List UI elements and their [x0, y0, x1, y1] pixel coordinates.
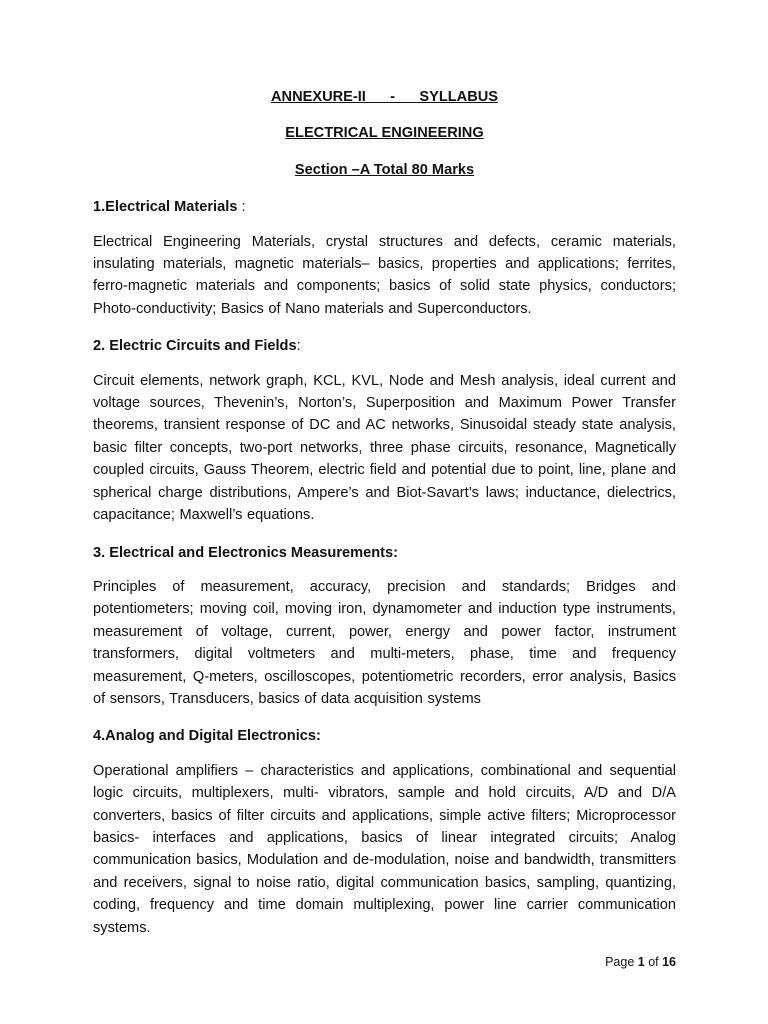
subject-title: ELECTRICAL ENGINEERING: [285, 125, 484, 142]
section-body-electric-circuits: Circuit elements, network graph, KCL, KVL, Node and Mesh analysis, ideal current and voltage sources, Thevenin’s, Norton’s, Superposition and Maximum Power Transfer theorems, transient response of DC and AC networks, Sinusoidal steady state analysis, basic filter concepts, two-port networks, three phase circuits, resonance, Magnetically coupled circuits, Gauss Theorem, electric field and potential due to point, line, plane and spherical charge distributions, Ampere’s and Biot-Savart’s laws; inductance, dielectrics, capacitance; Maxwell’s equations.: [93, 372, 676, 524]
section-heading-measurements: [93, 542, 676, 564]
page-number: 1: [637, 955, 645, 969]
heading-text: 2. Electric Circuits and Fields: [93, 338, 297, 355]
heading-text: 1.Electrical Materials: [93, 199, 238, 216]
page-footer: [605, 955, 676, 969]
heading-text: 4.Analog and Digital Electronics:: [93, 728, 321, 745]
section-body-measurements: Principles of measurement, accuracy, precision and standards; Bridges and potentiometers; moving coil, moving iron, dynamometer and induction type instruments, measurement of voltage, current, power, energy and power factor, instrument transformers, digital voltmeters and multi-meters, phase, time and frequency measurement, Q-meters, oscilloscopes, potentiometric recorders, error analysis, Basics of sensors, Transducers, basics of data acquisition systems: [93, 578, 676, 707]
section-heading-electrical-materials: [93, 196, 676, 218]
heading-suffix: :: [237, 199, 246, 216]
section-heading-electric-circuits: [93, 335, 676, 357]
document-page: [93, 86, 676, 939]
annexure-title: ANNEXURE-II - SYLLABUS: [270, 89, 499, 105]
heading-text: 3. Electrical and Electronics Measurements:: [93, 544, 398, 561]
section-heading-analog-digital: [93, 725, 676, 747]
section-body-analog-digital: Operational amplifiers – characteristics and applications, combinational and sequential logic circuits, multiplexers, multi- vibrators, sample and hold circuits, A/D and D/A converters, basics of filter circuits and applications, simple active filters; Microprocessor basics- interfaces and applications, basics of linear integrated circuits; Analog communication basics, Modulation and de-modulation, noise and bandwidth, transmitters and receivers, signal to noise ratio, digital communication basics, sampling, quantizing, coding, frequency and time domain multiplexing, power line carrier communication systems.: [93, 762, 676, 936]
total-pages: 16: [662, 955, 676, 969]
of-word: of: [644, 955, 663, 969]
section-body-electrical-materials: Electrical Engineering Materials, crystal structures and defects, ceramic materials, insulating materials, magnetic materials– basics, properties and applications; ferrites, ferro-magnetic materials and components; basics of solid state physics, conductors; Photo-conductivity; Basics of Nano materials and Superconductors.: [93, 233, 676, 317]
page-word: Page: [605, 955, 638, 969]
section-title: Section –A Total 80 Marks: [294, 161, 475, 178]
heading-suffix: :: [296, 338, 301, 355]
